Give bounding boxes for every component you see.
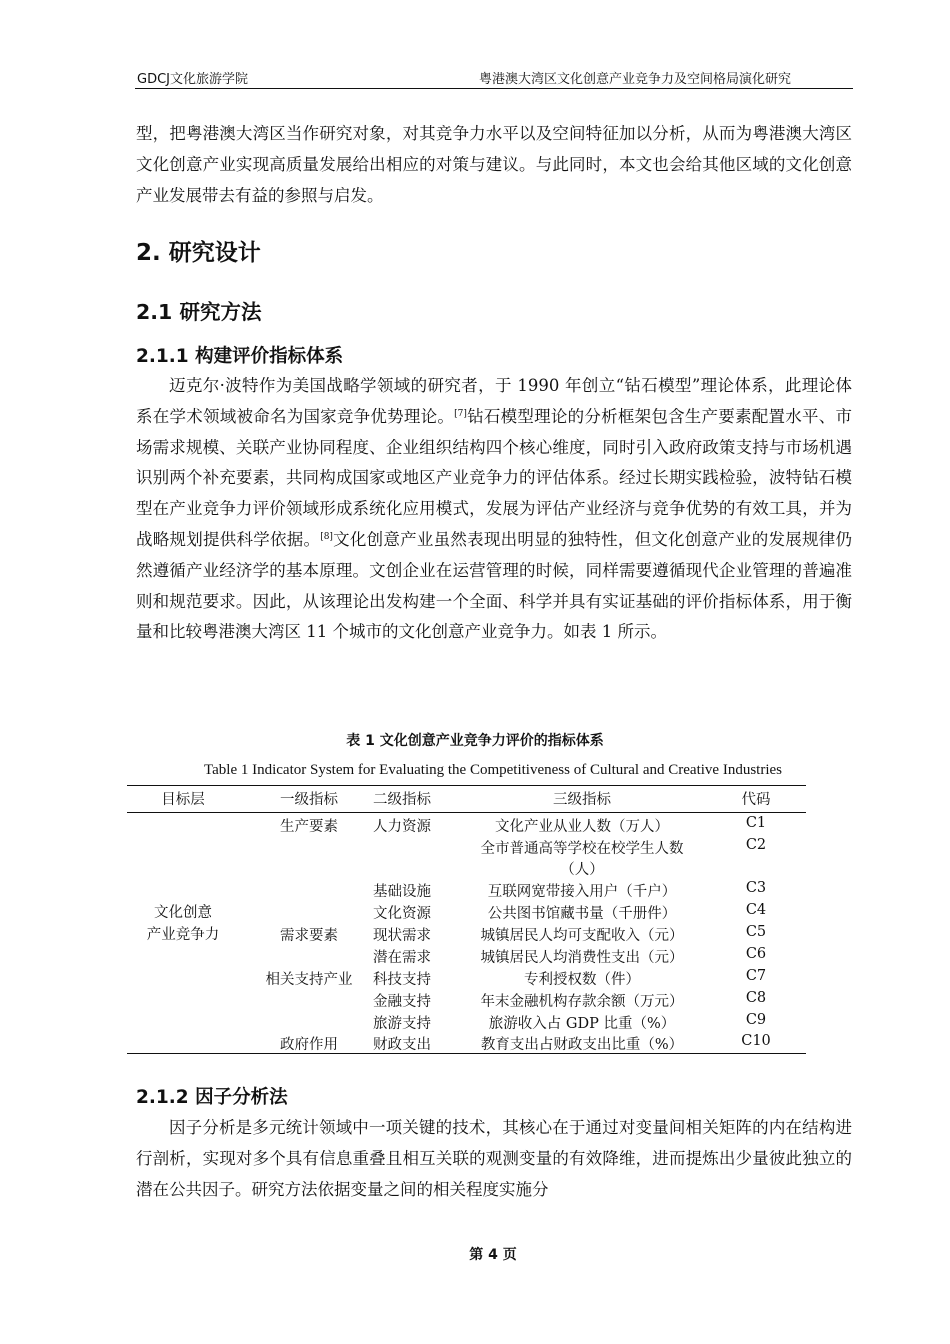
subsubsection-heading-2: 2.1.2 因子分析法 xyxy=(136,1087,288,1108)
level2-cell: 旅游支持 xyxy=(373,1016,431,1032)
table-header-cell: 目标层 xyxy=(161,792,205,808)
code-cell: C9 xyxy=(745,1012,767,1028)
text-segment: 迈克尔·波特作为美国战略学领域的研究者，于 1990 年创立“钻石模型”理论体系，此理论体系在学术领域被命名为国家竞争优势理论。 xyxy=(136,376,852,426)
level2-cell: 基础设施 xyxy=(373,884,431,900)
level1-cell: 生产要素 xyxy=(280,819,338,835)
table-header-rule xyxy=(127,812,806,813)
level1-cell: 相关支持产业 xyxy=(265,972,353,988)
level3-cell: 城镇居民人均消费性支出（元） xyxy=(480,950,684,966)
level3-cell: 互联网宽带接入用户（千户） xyxy=(487,884,677,900)
code-cell: C8 xyxy=(745,990,767,1006)
subsubsection-heading-1: 2.1.1 构建评价指标体系 xyxy=(136,346,344,367)
running-header xyxy=(135,66,853,86)
text-segment: 钻石模型理论的分析框架包含生产要素配置水平、市场需求规模、关联产业协同程度、企业组织结构四个核心维度，同时引入政府政策支持与市场机遇识别两个补充要素，共同构成国家或地区产业竞争力的评估体系。经过长期实践检验，波特钻石模型在产业竞争力评价领域形成系统化应用模式，发展为评估产业经济与竞争优势的有效工具，并为战略规划提供科学依据。 xyxy=(136,406,853,549)
level3-cell-wrap: （人） xyxy=(560,862,604,878)
code-cell: C6 xyxy=(745,946,767,962)
level3-cell: 文化产业从业人数（万人） xyxy=(495,819,669,835)
target-layer-cell xyxy=(127,902,239,946)
citation-ref[interactable]: [7] xyxy=(454,408,467,419)
subsection-heading: 2.1 研究方法 xyxy=(136,300,262,324)
code-cell: C7 xyxy=(745,968,767,984)
header-rule xyxy=(135,88,853,89)
level3-cell: 全市普通高等学校在校学生人数 xyxy=(480,841,684,857)
level3-cell: 专利授权数（件） xyxy=(524,972,640,988)
body-paragraph-factor-analysis: 因子分析是多元统计领域中一项关键的技术，其核心在于通过对变量间相关矩阵的内在结构进行剖析，实现对多个具有信息重叠且相互关联的观测变量的有效降维，进而提炼出少量彼此独立的潜在公共因子。研究方法依据变量之间的相关程度实施分 xyxy=(136,1118,852,1199)
level1-cell: 需求要素 xyxy=(280,928,338,944)
table-caption-zh: 表 1 文化创意产业竞争力评价的指标体系 xyxy=(346,733,604,749)
level2-cell: 金融支持 xyxy=(373,994,431,1010)
target-layer-line: 文化创意 xyxy=(154,905,212,921)
level3-cell: 公共图书馆藏书量（千册件） xyxy=(487,906,677,922)
level3-cell: 城镇居民人均可支配收入（元） xyxy=(480,928,684,944)
code-cell: C3 xyxy=(745,880,767,896)
text-segment: 文化创意产业虽然表现出明显的独特性，但文化创意产业的发展规律仍然遵循产业经济学的基本原理。文创企业在运营管理的时候，同样需要遵循现代企业管理的普遍准则和规范要求。因此，从该理论出发构建一个全面、科学并具有实证基础的评价指标体系，用于衡量和比较粤港澳大湾区 11 个城市的文化创意产业竞争力。如表 1 所示。 xyxy=(136,529,853,642)
level3-cell: 年末金融机构存款余额（万元） xyxy=(480,994,684,1010)
level2-cell: 财政支出 xyxy=(373,1037,431,1053)
header-right: 粤港澳大湾区文化创意产业竞争力及空间格局演化研究 xyxy=(478,72,791,87)
level2-cell: 现状需求 xyxy=(373,928,431,944)
code-cell: C2 xyxy=(745,837,767,853)
table-header-cell: 一级指标 xyxy=(280,792,338,808)
level2-cell: 人力资源 xyxy=(373,819,431,835)
header-left: GDCJ文化旅游学院 xyxy=(137,72,248,87)
table-top-rule xyxy=(127,785,806,786)
code-cell: C5 xyxy=(745,924,767,940)
level1-cell: 政府作用 xyxy=(280,1037,338,1053)
page-number: 第 4 页 xyxy=(469,1247,517,1263)
code-cell: C4 xyxy=(745,902,767,918)
level2-cell: 文化资源 xyxy=(373,906,431,922)
body-paragraph-porter xyxy=(136,371,852,648)
table-caption-en: Table 1 Indicator System for Evaluating the Competitiveness of Cultural and Creative Industries xyxy=(204,762,782,778)
indicator-table xyxy=(127,785,806,1055)
intro-paragraph: 型，把粤港澳大湾区当作研究对象，对其竞争力水平以及空间特征加以分析，从而为粤港澳大湾区文化创意产业实现高质量发展给出相应的对策与建议。与此同时，本文也会给其他区域的文化创意产业发展带去有益的参照与启发。 xyxy=(136,124,852,205)
table-header-cell: 代码 xyxy=(741,792,771,808)
code-cell: C1 xyxy=(745,815,767,831)
level3-cell: 教育支出占财政支出比重（%） xyxy=(480,1037,684,1053)
level2-cell: 潜在需求 xyxy=(373,950,431,966)
section-heading: 2. 研究设计 xyxy=(136,240,261,266)
code-cell: C10 xyxy=(741,1033,771,1049)
target-layer-line: 产业竞争力 xyxy=(146,927,220,943)
table-header-cell: 三级指标 xyxy=(553,792,611,808)
level2-cell: 科技支持 xyxy=(373,972,431,988)
citation-ref[interactable]: [8] xyxy=(320,531,333,542)
table-header-cell: 二级指标 xyxy=(373,792,431,808)
level3-cell: 旅游收入占 GDP 比重（%） xyxy=(488,1016,676,1032)
